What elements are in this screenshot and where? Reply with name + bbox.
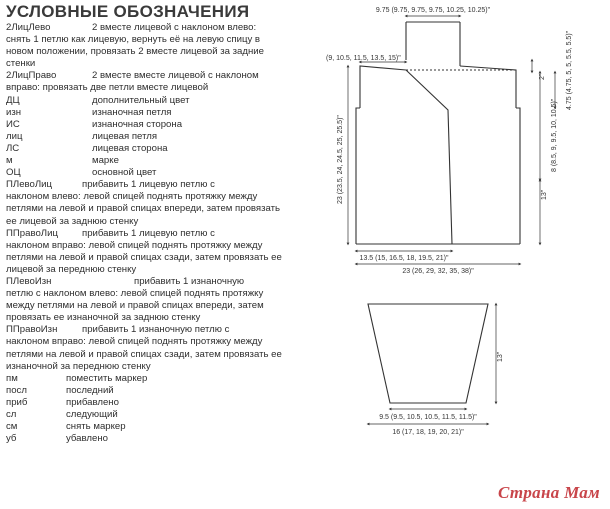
legend-abbr: ППравоИзн [6, 324, 58, 336]
legend-desc: прибавить 1 лицевую петлю с [82, 227, 215, 239]
legend-abbr: лиц [6, 130, 23, 142]
legend-abbr: ДЦ [6, 94, 20, 106]
legend-desc: 2 вместе вместе лицевой с наклоном [92, 70, 259, 82]
legend-abbr: ИС [6, 118, 20, 130]
legend-desc: дополнительный цвет [92, 94, 190, 106]
legend-desc: изнаночная петля [92, 106, 172, 118]
legend-cont: петлю с наклоном влево: левой спицей поднять протяжку между петлями на левой и правой спицах впереди, затем провязать ее изнаночной за заднюю стенку [6, 288, 264, 324]
side-length-label: 13" [541, 189, 548, 200]
legend-abbr: изн [6, 106, 22, 118]
armhole-depth-label: 4.75 (4.75, 5, 5, 5.5, 5.5)" [566, 30, 573, 110]
legend-abbr: м [6, 155, 13, 167]
legend-cont: наклоном вправо: левой спицей поднять протяжку между петлями на левой и правой спицах сзади, затем провязать ее лицевой за переднюю стенку [6, 239, 282, 275]
legend-abbr: уб [6, 433, 17, 445]
legend-desc: следующий [66, 409, 118, 420]
legend-cont: снять 1 петлю как лицевую, вернуть её на левую спицу в новом положении, провязать 2 вместе лицевой за задние стенки [6, 34, 264, 70]
legend-abbr: 2ЛицЛево [6, 22, 51, 33]
total-length-label: 23 (23.5, 24, 24.5, 25, 25.5)" [337, 115, 344, 204]
legend-desc: прибавить 1 лицевую петлю с [82, 179, 215, 191]
sleeve-top-width-label: 16 (17, 18, 19, 20, 21)" [392, 429, 464, 436]
legend-desc: прибавлено [66, 396, 119, 408]
legend-desc: последний [66, 384, 114, 396]
sleeve-dimension-lines [368, 304, 496, 424]
legend-desc: убавлено [66, 433, 108, 445]
legend-desc: лицевая сторона [92, 142, 168, 154]
legend-abbr: ПЛевоЛиц [6, 179, 53, 191]
legend-abbr: ППравоЛиц [6, 227, 58, 239]
legend-cont: наклоном вправо: левой спицей поднять протяжку между петлями на левой и правой спицах сзади, затем провязать ее изнаночной за переднюю стенку [6, 336, 282, 372]
legend-abbr: 2ЛицПраво [6, 70, 57, 82]
legend-desc: основной цвет [92, 167, 157, 179]
half-hem-label: 13.5 (15, 16.5, 18, 19.5, 21)" [359, 255, 449, 262]
legend-desc: марке [92, 155, 119, 167]
legend-desc: изнаночная сторона [92, 118, 183, 130]
collar-height-label: 2" [539, 73, 546, 80]
legend-desc: лицевая петля [92, 130, 158, 142]
yoke-depth-label: 8 (8.5, 9, 9.5, 10, 10.5)" [551, 98, 558, 172]
legend-abbr: приб [6, 396, 28, 408]
full-width-label: 23 (26, 29, 32, 35, 38)" [402, 268, 474, 275]
legend-cont: вправо: провязать две петли вместе лицевой [6, 82, 209, 94]
legend-abbr: ЛС [6, 142, 20, 154]
legend-abbr: ПЛевоИзн [6, 275, 52, 287]
legend-cont: наклоном влево: левой спицей поднять протяжку между петлями на левой и правой спицах впереди, затем провязать ее лицевой за заднюю стенку [6, 191, 281, 227]
legend-desc: прибавить 1 изнаночную [134, 275, 245, 287]
cuff-width-label: 9.5 (9.5, 10.5, 10.5, 11.5, 11.5)" [379, 414, 477, 421]
legend-abbr: сл [6, 409, 17, 420]
legend-desc: прибавить 1 изнаночную петлю с [82, 324, 230, 336]
legend-abbr: ОЦ [6, 167, 21, 179]
legend-desc: поместить маркер [66, 372, 148, 384]
sleeve-outline [368, 304, 488, 403]
shoulder-slope-label: (9, 10.5, 11.5, 13.5, 15)" [326, 55, 401, 62]
site-watermark: Страна Мам [497, 483, 600, 502]
legend-desc: снять маркер [66, 421, 126, 433]
legend-abbr: посл [6, 384, 27, 396]
legend-abbr: пм [6, 372, 18, 384]
sleeve-length-label: 13" [497, 351, 504, 362]
collar-width-label: 9.75 (9.75, 9.75, 9.75, 10.25, 10.25)" [375, 7, 491, 14]
legend-abbr: см [6, 421, 18, 433]
page-title: УСЛОВНЫЕ ОБОЗНАЧЕНИЯ [6, 2, 250, 21]
legend-desc: 2 вместе лицевой с наклоном влево: [92, 22, 257, 33]
